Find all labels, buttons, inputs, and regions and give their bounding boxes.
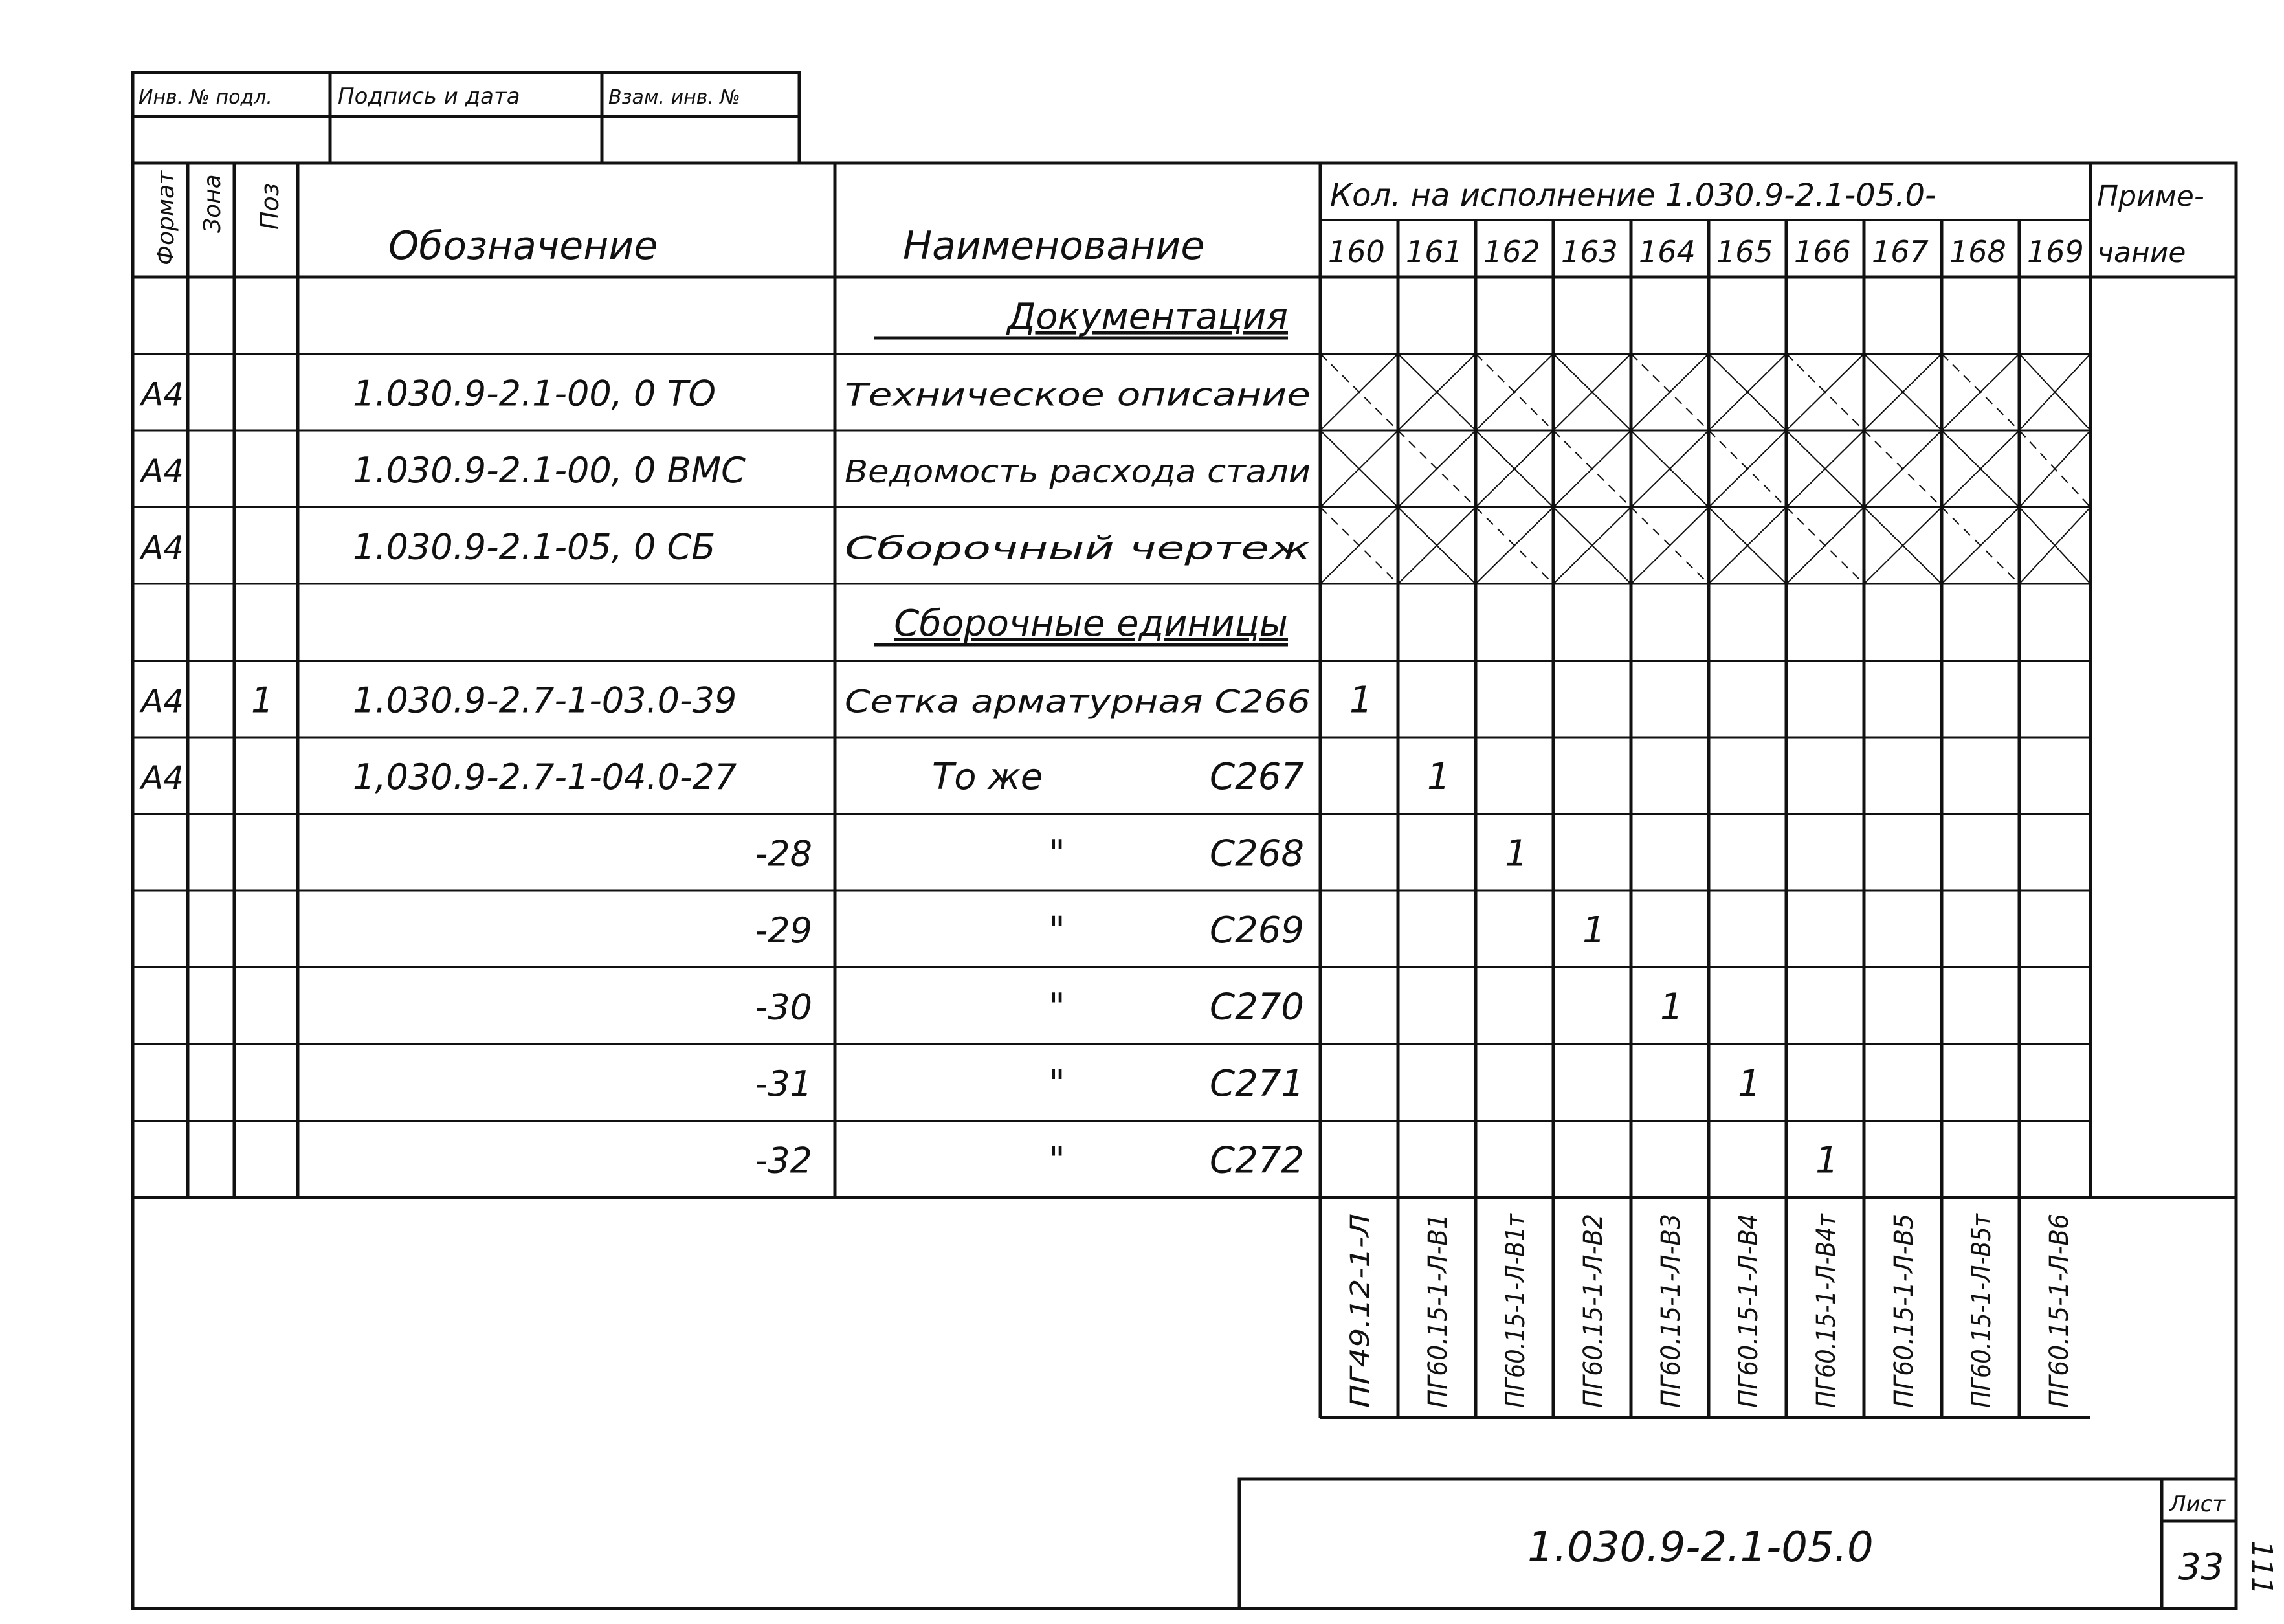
table-row (874, 603, 1288, 645)
header-format: Формат (153, 170, 179, 265)
quantity-mark: 1 (1660, 986, 1683, 1029)
variant-header-2: 162 (1483, 234, 1540, 269)
row-mark: С267 (1210, 756, 1304, 798)
variant-header-6: 166 (1794, 234, 1851, 269)
crossed-cells (1320, 354, 2090, 584)
title-block (1239, 1479, 2236, 1608)
table-row (755, 909, 1304, 951)
row-designation: -30 (755, 986, 812, 1028)
brand-label: ПГ60.15-1-Л-В1т (1501, 1186, 1531, 1408)
row-name: " (1048, 1139, 1065, 1182)
quantity-mark: 1 (1349, 679, 1373, 722)
row-designation: -29 (755, 910, 812, 951)
row-format: А4 (141, 682, 184, 720)
table-body (139, 296, 1839, 1182)
table-row (874, 296, 1288, 338)
header-pos: Поз (256, 183, 284, 230)
row-format: А4 (141, 529, 184, 567)
row-designation: 1,030.9-2.7-1-04.0-27 (353, 757, 737, 797)
row-name: То же (932, 756, 1043, 798)
brand-label: ПГ60.15-1-Л-В4 (1734, 1201, 1764, 1408)
row-mark: С272 (1210, 1139, 1304, 1182)
table-row (755, 1063, 1304, 1105)
table-row (139, 680, 1311, 721)
variant-header-9: 169 (2027, 234, 2084, 269)
margin-number: 111 (2245, 1541, 2278, 1595)
sheet-label: Лист (2169, 1491, 2226, 1517)
table-row (139, 450, 1311, 491)
table-row (755, 986, 1304, 1029)
brand-label: ПГ60.15-1-Л-В5 (1889, 1201, 1919, 1408)
table-row (755, 1140, 1304, 1182)
table-row (755, 833, 1304, 875)
row-name: " (1048, 832, 1065, 875)
variant-header-4: 164 (1639, 234, 1696, 269)
table-row (139, 373, 1311, 414)
header-zone: Зона (199, 174, 226, 233)
row-designation: -28 (755, 833, 812, 874)
quantity-mark: 1 (1738, 1063, 1761, 1105)
brand-label: ПГ60.15-1-Л-В6 (2045, 1201, 2074, 1408)
brand-label: ПГ49.12-1-Л (1346, 1245, 1375, 1408)
variant-header-7: 167 (1872, 234, 1929, 269)
quantity-mark: 1 (1505, 832, 1528, 875)
row-designation: 1.030.9-2.1-05, 0 СБ (353, 526, 716, 568)
section-heading: Сборочные единицы (894, 603, 1288, 645)
header-name: Наименование (903, 223, 1205, 269)
approval-stamp (133, 72, 799, 163)
brand-label: ПГ60.15-1-Л-В3 (1656, 1201, 1686, 1408)
brand-label: ПГ60.15-1-Л-В1 (1423, 1201, 1453, 1408)
row-designation: -31 (755, 1063, 812, 1104)
quantity-mark: 1 (1815, 1139, 1839, 1182)
row-format: А4 (141, 759, 184, 797)
header-designation: Обозначение (388, 223, 658, 269)
header-qty-title: Кол. на исполнение 1.030.9-2.1-05.0- (1330, 177, 1936, 214)
quantity-mark: 1 (1427, 756, 1450, 798)
variant-header-0: 160 (1328, 234, 1385, 269)
sheet-number: 33 (2178, 1546, 2224, 1588)
row-mark: С270 (1210, 986, 1304, 1029)
variant-header-3: 163 (1561, 234, 1618, 269)
stamp-label-signature: Подпись и дата (338, 83, 520, 109)
row-mark: С268 (1210, 832, 1304, 875)
variant-header-8: 168 (1949, 234, 2006, 269)
table-row (139, 756, 1304, 798)
row-mark: С269 (1210, 909, 1304, 951)
row-format: А4 (141, 375, 184, 414)
row-format: А4 (141, 452, 184, 490)
row-designation: 1.030.9-2.7-1-03.0-39 (353, 680, 737, 721)
row-name: Сетка арматурная С266 (845, 684, 1311, 720)
stamp-label-inv-orig: Инв. № подл. (139, 86, 272, 109)
table-row (139, 527, 1311, 568)
row-designation: 1.030.9-2.1-00, 0 ТО (353, 373, 716, 414)
row-pos: 1 (251, 680, 274, 721)
quantity-mark: 1 (1582, 909, 1606, 951)
brand-label: ПГ60.15-1-Л-В4т (1812, 1186, 1841, 1408)
row-name: " (1048, 909, 1065, 951)
brand-label: ПГ60.15-1-Л-В5т (1967, 1186, 1997, 1408)
title-block-code: 1.030.9-2.1-05.0 (1527, 1524, 1874, 1572)
row-name: Техническое описание (845, 377, 1311, 414)
variant-header-5: 165 (1716, 234, 1773, 269)
header-note-line1: Приме- (2097, 180, 2204, 213)
variant-header-1: 161 (1406, 234, 1463, 269)
row-name: Сборочный чертеж (845, 530, 1311, 567)
header-note-line2: чание (2097, 236, 2186, 269)
row-name: " (1048, 986, 1065, 1029)
stamp-label-replace-inv: Взам. инв. № (608, 86, 740, 109)
row-mark: С271 (1210, 1063, 1304, 1105)
brand-label: ПГ60.15-1-Л-В2 (1579, 1201, 1608, 1408)
row-name: " (1048, 1063, 1065, 1105)
row-designation: 1.030.9-2.1-00, 0 ВМС (353, 450, 746, 491)
row-name: Ведомость расхода стали (845, 454, 1311, 490)
row-designation: -32 (755, 1140, 812, 1181)
section-heading: Документация (1007, 296, 1288, 338)
